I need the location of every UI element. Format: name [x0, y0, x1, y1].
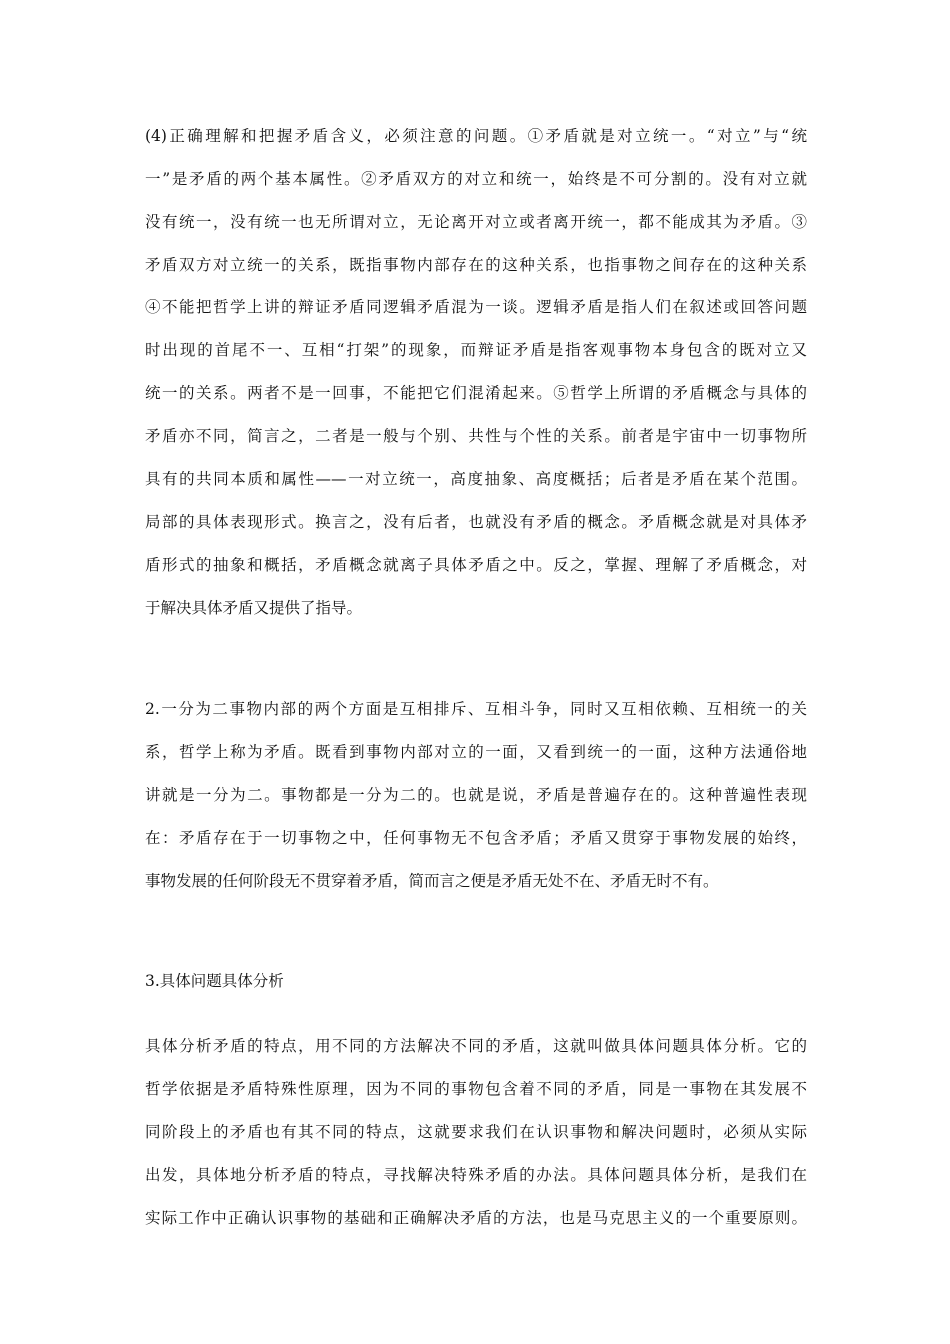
paragraph-2-line: 讲就是一分为二。事物都是一分为二的。也就是说，矛盾是普遍存在的。这种普遍性表现 — [145, 786, 807, 804]
paragraph-3-line: 具体分析矛盾的特点，用不同的方法解决不同的矛盾，这就叫做具体问题具体分析。它的 — [145, 1037, 807, 1055]
paragraph-1-line: 时出现的首尾不一、互相“打架”的现象，而辩证矛盾是指客观事物本身包含的既对立又 — [145, 341, 807, 359]
paragraph-3-line: 哲学依据是矛盾特殊性原理，因为不同的事物包含着不同的矛盾，同是一事物在其发展不 — [145, 1080, 807, 1098]
paragraph-1-line: ④不能把哲学上讲的辩证矛盾同逻辑矛盾混为一谈。逻辑矛盾是指人们在叙述或回答问题 — [145, 298, 807, 316]
paragraph-1-line: 统一的关系。两者不是一回事，不能把它们混淆起来。⑤哲学上所谓的矛盾概念与具体的 — [145, 384, 807, 402]
paragraph-3-line: 实际工作中正确认识事物的基础和正确解决矛盾的方法，也是马克思主义的一个重要原则。 — [145, 1209, 807, 1227]
paragraph-1-line: 盾形式的抽象和概括，矛盾概念就离子具体矛盾之中。反之，掌握、理解了矛盾概念，对 — [145, 556, 807, 574]
paragraph-2-line: 事物发展的任何阶段无不贯穿着矛盾，简而言之便是矛盾无处不在、矛盾无时不有。 — [145, 872, 719, 890]
paragraph-1-line: 矛盾亦不同，简言之，二者是一般与个别、共性与个性的关系。前者是宇宙中一切事物所 — [145, 427, 807, 445]
paragraph-1-line: (4)正确理解和把握矛盾含义，必须注意的问题。①矛盾就是对立统一。“对立”与“统 — [145, 127, 807, 145]
paragraph-1-line: 矛盾双方对立统一的关系，既指事物内部存在的这种关系，也指事物之间存在的这种关系 — [145, 256, 807, 274]
paragraph-3-line: 同阶段上的矛盾也有其不同的特点，这就要求我们在认识事物和解决问题时，必须从实际 — [145, 1123, 807, 1141]
paragraph-1-line: 一”是矛盾的两个基本属性。②矛盾双方的对立和统一，始终是不可分割的。没有对立就 — [145, 170, 807, 188]
paragraph-2-line: 系，哲学上称为矛盾。既看到事物内部对立的一面，又看到统一的一面，这种方法通俗地 — [145, 743, 807, 761]
section-heading: 3.具体问题具体分析 — [145, 972, 284, 990]
paragraph-1-line: 没有统一，没有统一也无所谓对立，无论离开对立或者离开统一，都不能成其为矛盾。③ — [145, 213, 807, 231]
paragraph-1-line: 局部的具体表现形式。换言之，没有后者，也就没有矛盾的概念。矛盾概念就是对具体矛 — [145, 513, 807, 531]
paragraph-2-line: 2.一分为二事物内部的两个方面是互相排斥、互相斗争，同时又互相依赖、互相统一的关 — [145, 700, 807, 718]
paragraph-3-line: 出发，具体地分析矛盾的特点，寻找解决特殊矛盾的办法。具体问题具体分析，是我们在 — [145, 1166, 807, 1184]
paragraph-1-line: 于解决具体矛盾又提供了指导。 — [145, 599, 363, 617]
paragraph-2-line: 在：矛盾存在于一切事物之中，任何事物无不包含矛盾；矛盾又贯穿于事物发展的始终， — [145, 829, 807, 847]
paragraph-1-line: 具有的共同本质和属性——一对立统一，高度抽象、高度概括；后者是矛盾在某个范围。 — [145, 470, 807, 488]
